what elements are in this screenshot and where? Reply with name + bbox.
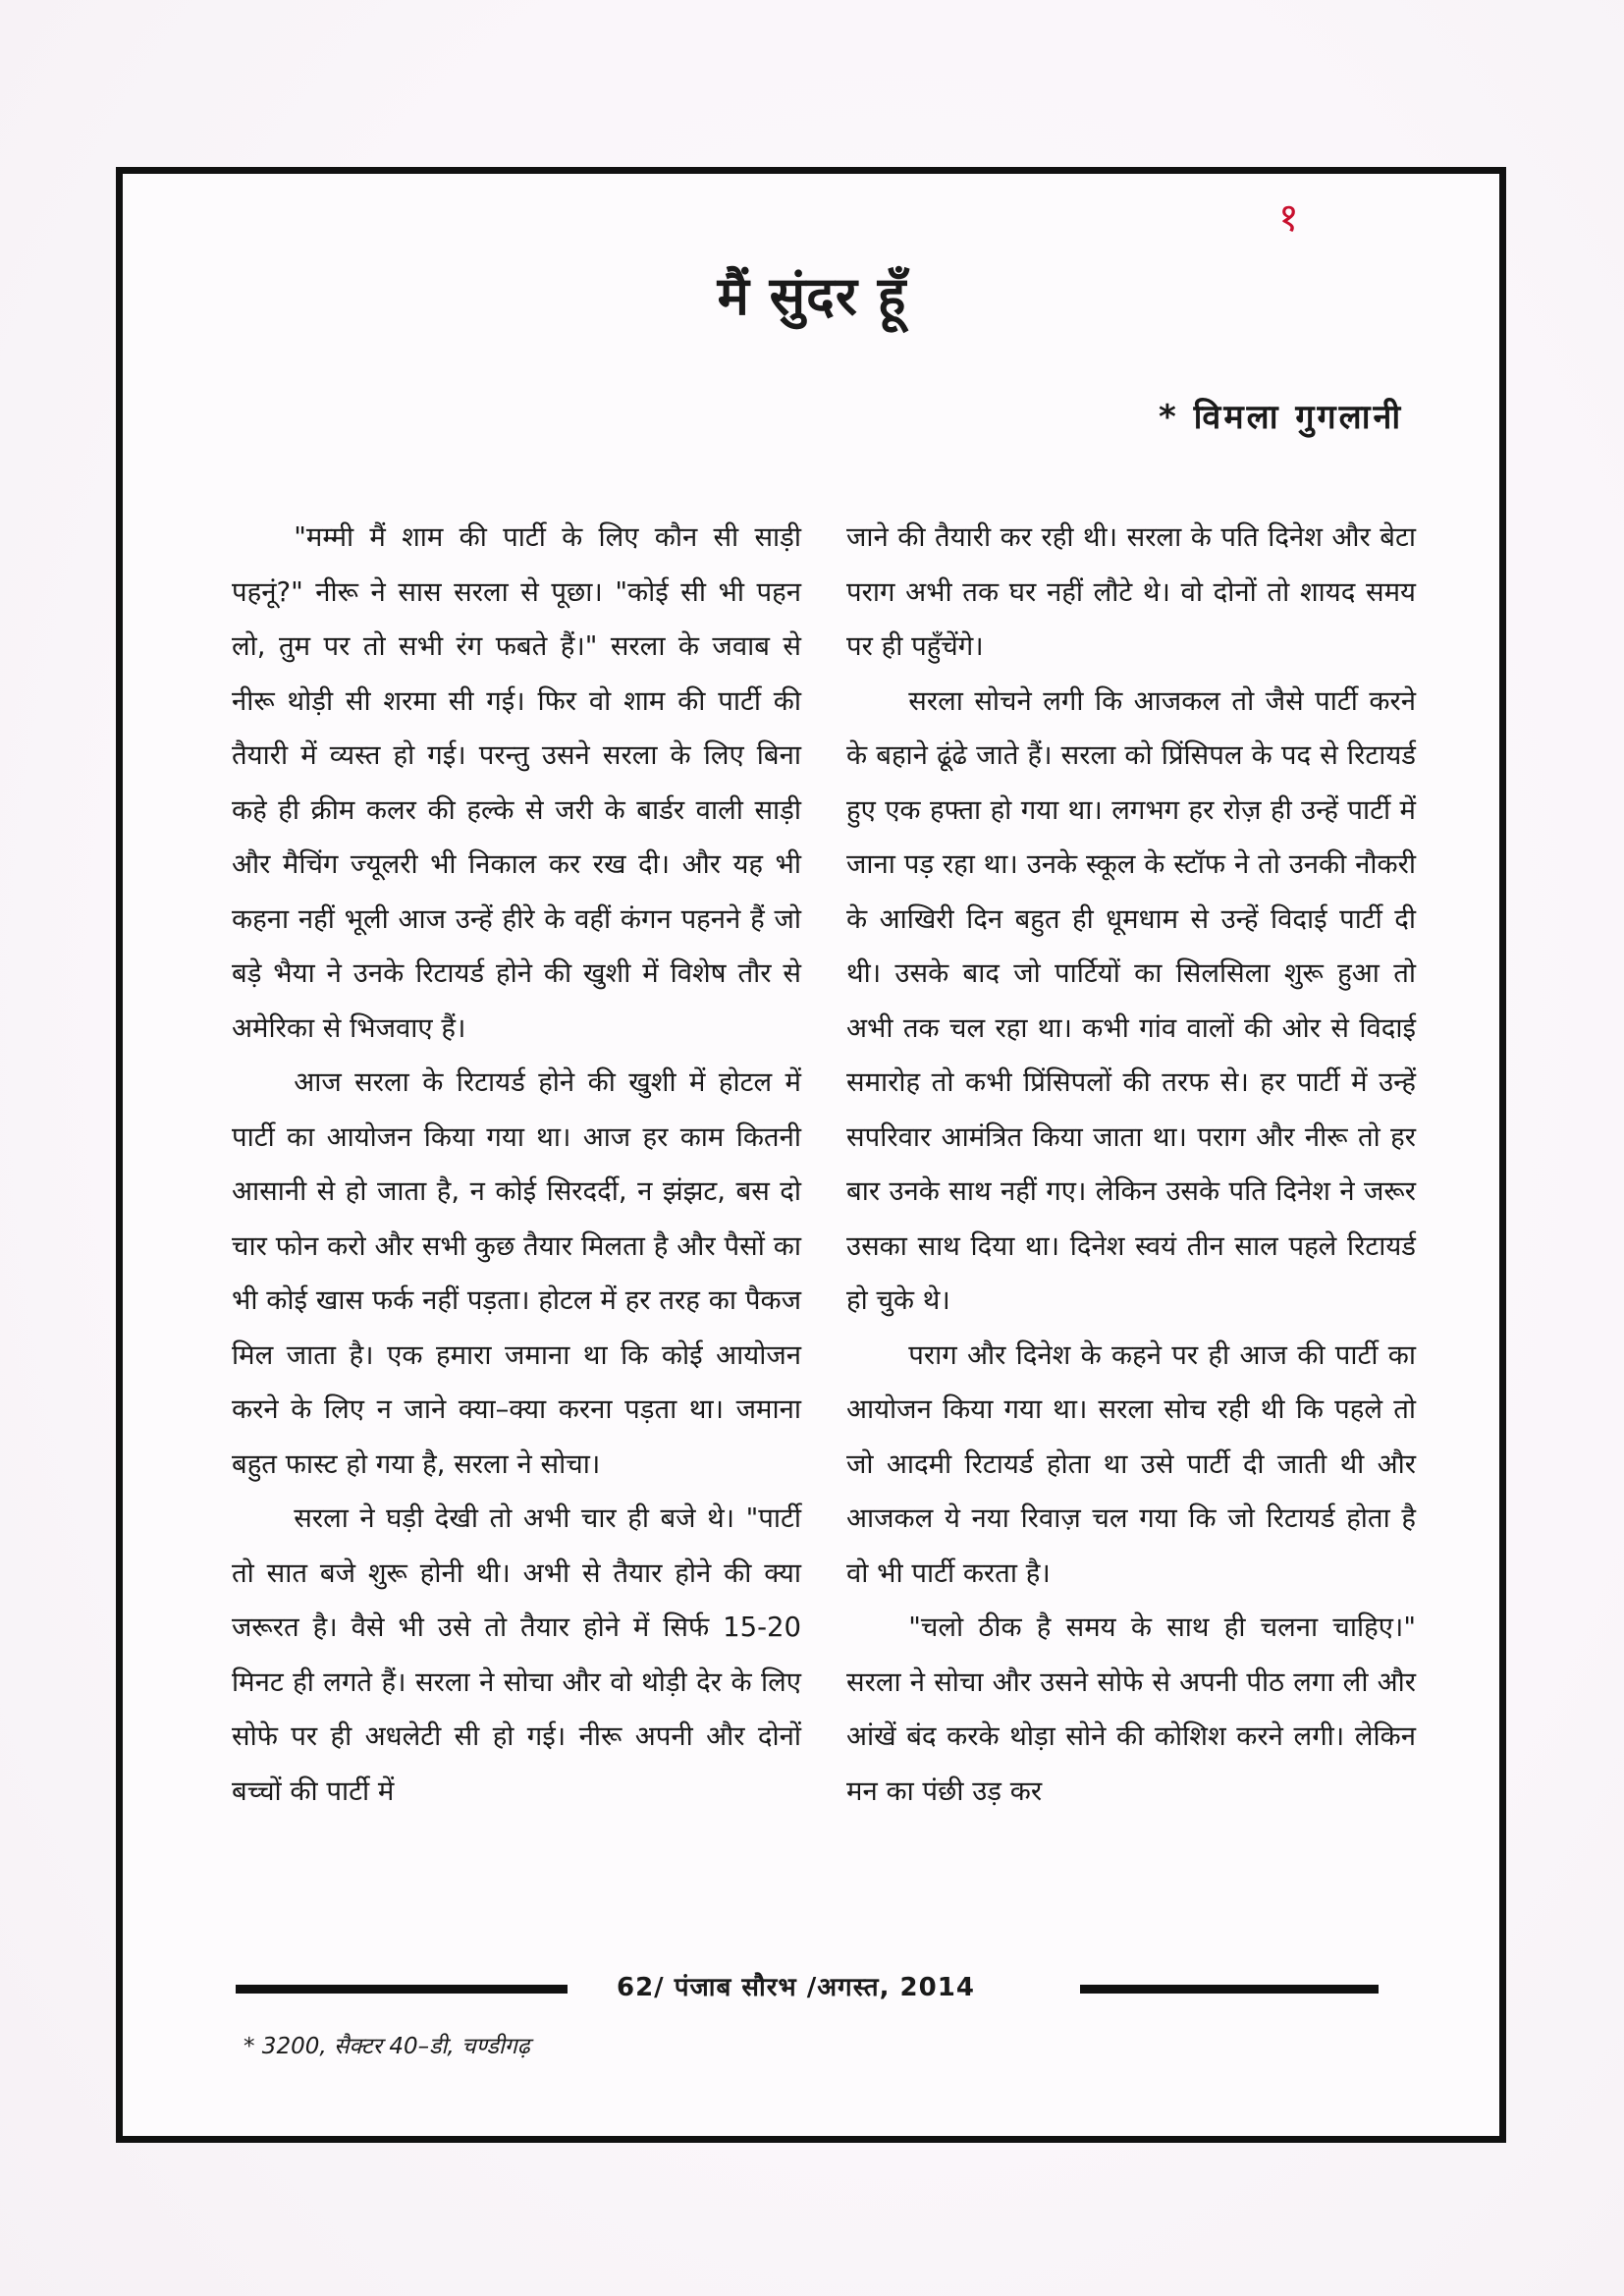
- paragraph: जाने की तैयारी कर रही थी। सरला के पति दिनेश और बेटा पराग अभी तक घर नहीं लौटे थे। वो दोनों तो शायद समय पर ही पहुँचेंगे।: [846, 521, 1416, 662]
- paragraph: पराग और दिनेश के कहने पर ही आज की पार्टी का आयोजन किया गया था। सरला सोच रही थी कि पहले तो जो आदमी रिटायर्ड होता था उसे पार्टी दी जाती थी और आजकल ये नया रिवाज़ चल गया कि जो रिटायर्ड होता है वो भी पार्टी करता है।: [846, 1339, 1416, 1589]
- paragraph: सरला सोचने लगी कि आजकल तो जैसे पार्टी करने के बहाने ढूंढे जाते हैं। सरला को प्रिंसिपल के पद से रिटायर्ड हुए एक हफ्ता हो गया था। लगभग हर रोज़ ही उन्हें पार्टी में जाना पड़ रहा था। उनके स्कूल के स्टॉफ ने तो उनकी नौकरी के आखिरी दिन बहुत ही धूमधाम से उन्हें विदाई पार्टी दी थी। उसके बाद जो पार्टियों का सिलसिला शुरू हुआ तो अभी तक चल रहा था। कभी गांव वालों की ओर से विदाई समारोह तो कभी प्रिंसिपलों की तरफ से। हर पार्टी में उन्हें सपरिवार आमंत्रित किया जाता था। पराग और नीरू तो हर बार उनके साथ नहीं गए। लेकिन उसके पति दिनेश ने जरूर उसका साथ दिया था। दिनेश स्वयं तीन साल पहले रिटायर्ड हो चुके थे।: [846, 684, 1416, 1316]
- author-name: * विमला गुगलानी: [1159, 398, 1404, 437]
- story-title: मैं सुंदर हूँ: [717, 265, 907, 327]
- paragraph: आज सरला के रिटायर्ड होने की खुशी में होटल में पार्टी का आयोजन किया गया था। आज हर काम कितनी आसानी से हो जाता है, न कोई सिरदर्दी, न झंझट, बस दो चार फोन करो और सभी कुछ तैयार मिलता है और पैसों का भी कोई खास फर्क नहीं पड़ता। होटल में हर तरह का पैकज मिल जाता है। एक हमारा जमाना था कि कोई आयोजन करने के लिए न जाने क्या–क्या करना पड़ता था। जमाना बहुत फास्ट हो गया है, सरला ने सोचा।: [232, 1066, 801, 1480]
- handwritten-page-mark: १: [1278, 195, 1299, 241]
- footer-rule-right: [1080, 1985, 1379, 1994]
- text-column-left: [232, 511, 801, 1819]
- text-column-right: [846, 511, 1416, 1819]
- footer-page-info: 62/ पंजाब सौरभ /अगस्त, 2014: [617, 1973, 975, 2002]
- paragraph: सरला ने घड़ी देखी तो अभी चार ही बजे थे। "पार्टी तो सात बजे शुरू होनी थी। अभी से तैयार होने की क्या जरूरत है। वैसे भी उसे तो तैयार होने में सिर्फ 15-20 मिनट ही लगते हैं। सरला ने सोचा और वो थोड़ी देर के लिए सोफे पर ही अधलेटी सी हो गई। नीरू अपनी और दोनों बच्चों की पार्टी में: [232, 1503, 801, 1807]
- paragraph: "चलो ठीक है समय के साथ ही चलना चाहिए।" सरला ने सोचा और उसने सोफे से अपनी पीठ लगा ली और आंखें बंद करके थोड़ा सोने की कोशिश करने लगी। लेकिन मन का पंछी उड़ कर: [846, 1612, 1416, 1807]
- paragraph: "मम्मी मैं शाम की पार्टी के लिए कौन सी साड़ी पहनूं?" नीरू ने सास सरला से पूछा। "कोई सी भी पहन लो, तुम पर तो सभी रंग फबते हैं।" सरला के जवाब से नीरू थोड़ी सी शरमा सी गई। फिर वो शाम की पार्टी की तैयारी में व्यस्त हो गई। परन्तु उसने सरला के लिए बिना कहे ही क्रीम कलर की हल्के से जरी के बार्डर वाली साड़ी और मैचिंग ज्यूलरी भी निकाल कर रख दी। और यह भी कहना नहीं भूली आज उन्हें हीरे के वहीं कंगन पहनने हैं जो बड़े भैया ने उनके रिटायर्ड होने की खुशी में विशेष तौर से अमेरिका से भिजवाए हैं।: [232, 521, 801, 1044]
- footer-rule-left: [236, 1985, 568, 1994]
- page-footer: [236, 1968, 1379, 2007]
- author-address-footnote: * 3200, सैक्टर 40–डी, चण्डीगढ़: [244, 2034, 530, 2059]
